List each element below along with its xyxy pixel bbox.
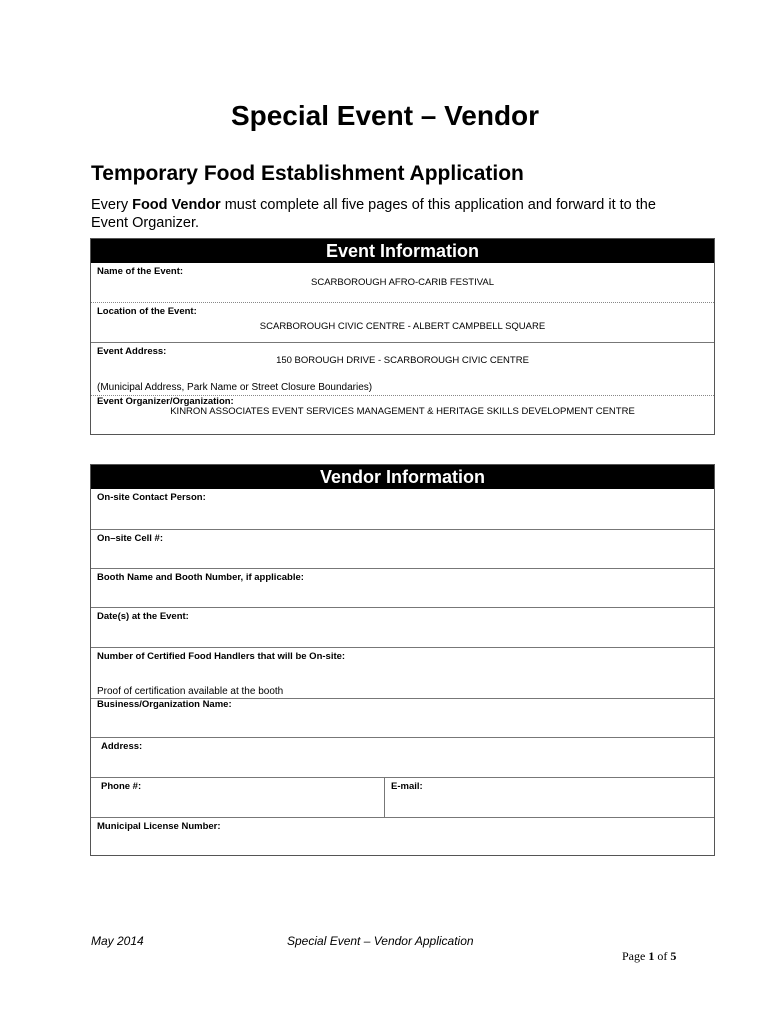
business-name-row[interactable] bbox=[91, 698, 714, 737]
event-address-value: 150 BOROUGH DRIVE - SCARBOROUGH CIVIC CENTRE bbox=[276, 355, 529, 366]
phone-email-divider bbox=[384, 778, 385, 817]
event-address-note: (Municipal Address, Park Name or Street Closure Boundaries) bbox=[97, 382, 373, 393]
cell-number-label: On–site Cell #: bbox=[97, 533, 163, 544]
event-name-row[interactable] bbox=[91, 263, 714, 302]
event-name-value: SCARBOROUGH AFRO-CARIB FESTIVAL bbox=[311, 277, 494, 288]
email-label[interactable]: E-mail: bbox=[391, 781, 423, 792]
contact-person-row[interactable] bbox=[91, 489, 714, 529]
food-handlers-label: Number of Certified Food Handlers that will be On-site: bbox=[97, 651, 346, 662]
license-number-label: Municipal License Number: bbox=[97, 821, 221, 832]
event-information-section bbox=[90, 238, 715, 435]
event-organizer-row[interactable] bbox=[91, 395, 714, 434]
event-organizer-value: KINRON ASSOCIATES EVENT SERVICES MANAGEMENT & HERITAGE SKILLS DEVELOPMENT CENTRE bbox=[170, 406, 635, 417]
event-address-row[interactable] bbox=[91, 342, 714, 395]
footer-page-number bbox=[622, 949, 676, 964]
food-handlers-note: Proof of certification available at the booth bbox=[97, 686, 284, 697]
vendor-information-section bbox=[90, 464, 715, 856]
event-location-value: SCARBOROUGH CIVIC CENTRE - ALBERT CAMPBELL SQUARE bbox=[259, 321, 546, 332]
page-prefix: Page bbox=[622, 949, 649, 963]
event-information-heading: Event Information bbox=[91, 239, 714, 263]
contact-person-label: On-site Contact Person: bbox=[97, 492, 206, 503]
booth-row[interactable] bbox=[91, 568, 714, 607]
event-location-row[interactable] bbox=[91, 302, 714, 342]
vendor-address-row[interactable] bbox=[91, 737, 714, 777]
phone-email-row bbox=[91, 777, 714, 817]
page-total: 5 bbox=[670, 949, 677, 963]
event-location-label: Location of the Event: bbox=[97, 306, 197, 317]
food-handlers-row[interactable] bbox=[91, 647, 714, 698]
vendor-information-heading: Vendor Information bbox=[91, 465, 714, 489]
business-name-label: Business/Organization Name: bbox=[97, 699, 232, 710]
intro-prefix: Every bbox=[91, 197, 133, 213]
event-name-label: Name of the Event: bbox=[97, 266, 184, 277]
page-title: Special Event – Vendor bbox=[230, 100, 540, 131]
license-number-row[interactable] bbox=[91, 817, 714, 856]
event-organizer-label: Event Organizer/Organization: bbox=[97, 396, 234, 407]
page-subtitle: Temporary Food Establishment Application bbox=[91, 162, 524, 185]
event-address-label: Event Address: bbox=[97, 346, 167, 357]
phone-label[interactable]: Phone #: bbox=[101, 781, 142, 792]
cell-number-row[interactable] bbox=[91, 529, 714, 568]
event-dates-row[interactable] bbox=[91, 607, 714, 647]
booth-label: Booth Name and Booth Number, if applicable: bbox=[97, 572, 304, 583]
footer-document-name: Special Event – Vendor Application bbox=[287, 934, 474, 948]
intro-text bbox=[91, 196, 691, 232]
intro-bold: Food Vendor bbox=[132, 197, 221, 213]
intro-suffix: must complete all five pages of this application and forward it to the Event Organizer. bbox=[91, 197, 656, 231]
page-mid: of bbox=[654, 949, 671, 963]
footer-date: May 2014 bbox=[91, 934, 144, 948]
page-current: 1 bbox=[648, 949, 655, 963]
event-dates-label: Date(s) at the Event: bbox=[97, 611, 189, 622]
vendor-address-label: Address: bbox=[101, 741, 143, 752]
